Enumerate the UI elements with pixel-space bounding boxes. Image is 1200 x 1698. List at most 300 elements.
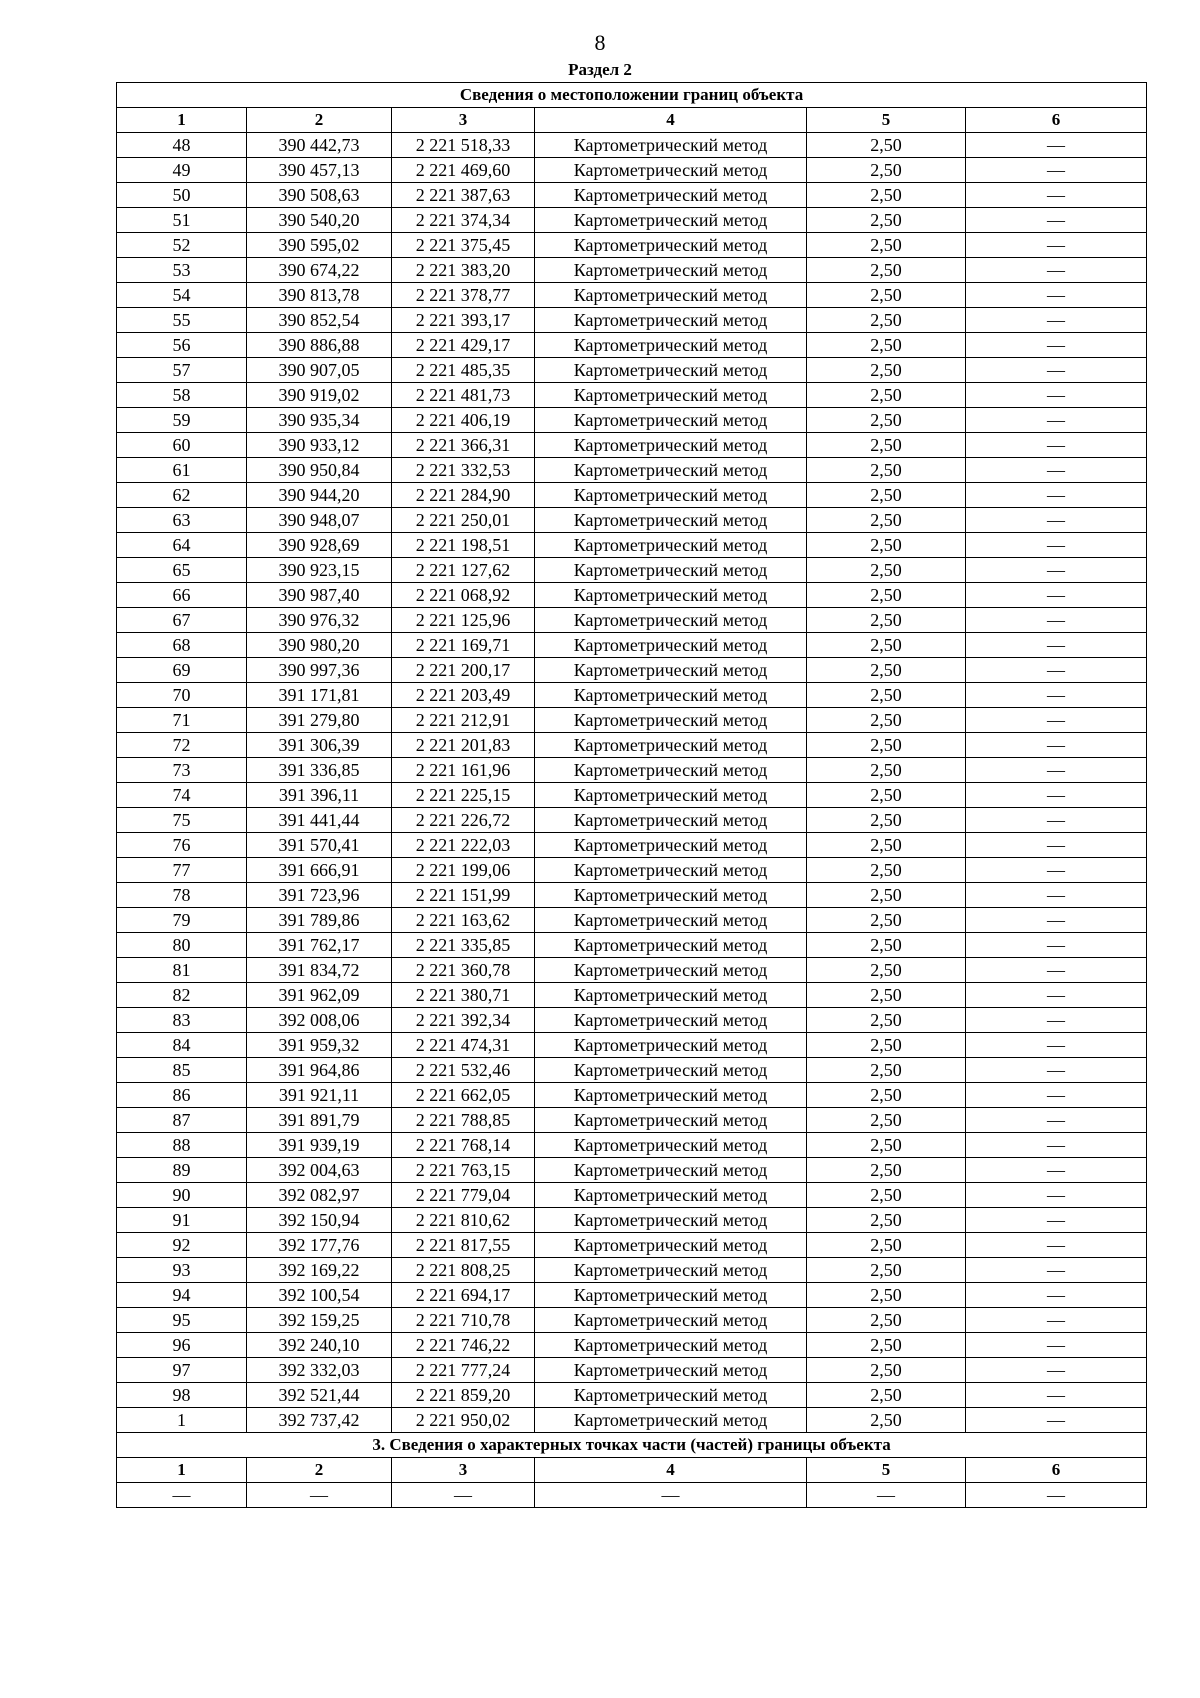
cell-col-5: 2,50 [807,158,966,183]
cell-col-4: Картометрический метод [535,508,807,533]
cell-col-1: 91 [117,1208,247,1233]
cell-col-4: — [535,1483,807,1508]
cell-col-6: — [966,383,1147,408]
cell-col-1: 62 [117,483,247,508]
table-row [117,508,1147,533]
cell-col-5: 2,50 [807,783,966,808]
cell-col-5: 2,50 [807,858,966,883]
cell-col-2: 391 959,32 [247,1033,392,1058]
cell-col-5: 2,50 [807,1258,966,1283]
cell-col-2: 2 [247,108,392,133]
cell-col-4: Картометрический метод [535,983,807,1008]
table-row [117,633,1147,658]
cell-col-4: Картометрический метод [535,1308,807,1333]
cell-col-2: 391 396,11 [247,783,392,808]
section3-column-header-row [117,1458,1147,1483]
cell-col-1: 77 [117,858,247,883]
cell-col-3: 2 221 817,55 [392,1233,535,1258]
cell-col-4: 4 [535,1458,807,1483]
cell-col-2: 390 980,20 [247,633,392,658]
cell-col-2: 391 666,91 [247,858,392,883]
cell-col-4: Картометрический метод [535,608,807,633]
table-row [117,558,1147,583]
cell-col-4: 4 [535,108,807,133]
table-row [117,583,1147,608]
cell-col-2: 2 [247,1458,392,1483]
cell-col-1: 59 [117,408,247,433]
cell-col-6: — [966,533,1147,558]
cell-col-4: Картометрический метод [535,1108,807,1133]
cell-col-1: 50 [117,183,247,208]
table-row [117,1183,1147,1208]
cell-col-4: Картометрический метод [535,1033,807,1058]
cell-col-5: 2,50 [807,1058,966,1083]
cell-col-4: Картометрический метод [535,1408,807,1433]
cell-col-3: 2 221 859,20 [392,1383,535,1408]
table-row [117,208,1147,233]
cell-col-2: 392 150,94 [247,1208,392,1233]
cell-col-5: 2,50 [807,708,966,733]
cell-col-1: 72 [117,733,247,758]
cell-col-6: — [966,1108,1147,1133]
cell-col-6: — [966,1383,1147,1408]
table-row [117,658,1147,683]
cell-col-3: 2 221 222,03 [392,833,535,858]
cell-col-4: Картометрический метод [535,233,807,258]
cell-col-2: 390 508,63 [247,183,392,208]
cell-col-3: 2 221 375,45 [392,233,535,258]
cell-col-1: 66 [117,583,247,608]
table-row [117,1258,1147,1283]
cell-col-3: 2 221 378,77 [392,283,535,308]
cell-col-4: Картометрический метод [535,1283,807,1308]
cell-col-5: 2,50 [807,533,966,558]
cell-col-1: 54 [117,283,247,308]
table-row [117,433,1147,458]
cell-col-5: 2,50 [807,383,966,408]
cell-col-4: Картометрический метод [535,208,807,233]
table-row [117,1333,1147,1358]
cell-col-3: 2 221 383,20 [392,258,535,283]
cell-col-4: Картометрический метод [535,558,807,583]
cell-col-5: 2,50 [807,883,966,908]
cell-col-2: 391 964,86 [247,1058,392,1083]
table-row [117,1358,1147,1383]
cell-col-4: Картометрический метод [535,683,807,708]
cell-col-2: 391 306,39 [247,733,392,758]
cell-col-6: — [966,1008,1147,1033]
table-row [117,1308,1147,1333]
cell-col-2: 391 723,96 [247,883,392,908]
cell-col-2: 391 762,17 [247,933,392,958]
cell-col-1: 53 [117,258,247,283]
table-row [117,1008,1147,1033]
cell-col-5: 2,50 [807,808,966,833]
cell-col-1: 55 [117,308,247,333]
cell-col-6: — [966,358,1147,383]
table-row [117,783,1147,808]
cell-col-6: — [966,658,1147,683]
cell-col-6: — [966,783,1147,808]
cell-col-5: 2,50 [807,1333,966,1358]
cell-col-5: 2,50 [807,908,966,933]
cell-col-1: 60 [117,433,247,458]
cell-col-3: 2 221 200,17 [392,658,535,683]
cell-col-6: — [966,808,1147,833]
cell-col-4: Картометрический метод [535,533,807,558]
cell-col-1: 82 [117,983,247,1008]
cell-col-2: 392 100,54 [247,1283,392,1308]
cell-col-3: 2 221 226,72 [392,808,535,833]
section-title: Раздел 2 [568,60,632,79]
cell-col-2: 391 891,79 [247,1108,392,1133]
cell-col-5: 2,50 [807,1358,966,1383]
cell-col-5: 2,50 [807,333,966,358]
cell-col-3: 2 221 225,15 [392,783,535,808]
cell-col-2: 392 159,25 [247,1308,392,1333]
table-row [117,258,1147,283]
cell-col-3: 2 221 788,85 [392,1108,535,1133]
cell-col-2: 390 935,34 [247,408,392,433]
cell-col-1: 76 [117,833,247,858]
cell-col-2: 391 171,81 [247,683,392,708]
cell-col-3: 2 221 694,17 [392,1283,535,1308]
cell-col-2: 391 962,09 [247,983,392,1008]
cell-col-3: 2 221 950,02 [392,1408,535,1433]
cell-col-3: 3 [392,1458,535,1483]
cell-col-2: 390 674,22 [247,258,392,283]
cell-col-5: 2,50 [807,1233,966,1258]
cell-col-2: 391 279,80 [247,708,392,733]
table-row [117,458,1147,483]
cell-col-4: Картометрический метод [535,758,807,783]
table-row [117,908,1147,933]
cell-col-4: Картометрический метод [535,183,807,208]
cell-col-1: 96 [117,1333,247,1358]
cell-col-3: 2 221 393,17 [392,308,535,333]
cell-col-1: 58 [117,383,247,408]
table-row [117,608,1147,633]
cell-col-5: 2,50 [807,208,966,233]
table-row [117,858,1147,883]
cell-col-1: 1 [117,1458,247,1483]
cell-col-6: — [966,1408,1147,1433]
table-row [117,733,1147,758]
cell-col-1: 92 [117,1233,247,1258]
cell-col-2: 390 933,12 [247,433,392,458]
cell-col-5: 2,50 [807,1408,966,1433]
cell-col-4: Картометрический метод [535,1358,807,1383]
cell-col-2: 390 907,05 [247,358,392,383]
cell-col-2: 390 987,40 [247,583,392,608]
cell-col-3: 2 221 163,62 [392,908,535,933]
cell-col-2: 390 919,02 [247,383,392,408]
cell-col-5: 2,50 [807,633,966,658]
table-row [117,133,1147,158]
cell-col-2: 390 457,13 [247,158,392,183]
cell-col-5: 2,50 [807,608,966,633]
cell-col-4: Картометрический метод [535,733,807,758]
table-row [117,933,1147,958]
table-row [117,183,1147,208]
table-row [117,833,1147,858]
cell-col-4: Картометрический метод [535,933,807,958]
cell-col-6: — [966,858,1147,883]
cell-col-5: 2,50 [807,1208,966,1233]
cell-col-5: 2,50 [807,133,966,158]
table-body [117,83,1147,1508]
cell-col-2: 390 950,84 [247,458,392,483]
cell-col-4: Картометрический метод [535,383,807,408]
cell-col-5: 2,50 [807,258,966,283]
cell-col-3: — [392,1483,535,1508]
cell-col-1: 93 [117,1258,247,1283]
cell-col-3: 2 221 203,49 [392,683,535,708]
cell-col-6: — [966,733,1147,758]
cell-col-6: — [966,608,1147,633]
cell-col-4: Картометрический метод [535,808,807,833]
section3-table-row [117,1483,1147,1508]
cell-col-5: 2,50 [807,183,966,208]
cell-col-5: 2,50 [807,433,966,458]
cell-col-2: 391 789,86 [247,908,392,933]
cell-col-1: 63 [117,508,247,533]
cell-col-3: 2 221 485,35 [392,358,535,383]
cell-col-1: 85 [117,1058,247,1083]
cell-col-2: 390 852,54 [247,308,392,333]
cell-col-6: 6 [966,108,1147,133]
cell-col-1: 95 [117,1308,247,1333]
cell-col-6: — [966,633,1147,658]
table-row [117,533,1147,558]
cell-col-1: 80 [117,933,247,958]
cell-col-3: 2 221 360,78 [392,958,535,983]
cell-col-3: 2 221 284,90 [392,483,535,508]
cell-col-5: 2,50 [807,733,966,758]
cell-col-6: — [966,1358,1147,1383]
cell-col-1: — [117,1483,247,1508]
cell-col-4: Картометрический метод [535,483,807,508]
cell-col-3: 3 [392,108,535,133]
cell-col-6: — [966,158,1147,183]
cell-col-1: 75 [117,808,247,833]
table-row [117,1158,1147,1183]
table-row [117,158,1147,183]
cell-col-4: Картометрический метод [535,408,807,433]
table-title: Сведения о местоположении границ объекта [117,83,1147,108]
cell-col-3: 2 221 763,15 [392,1158,535,1183]
cell-col-4: Картометрический метод [535,433,807,458]
cell-col-6: — [966,233,1147,258]
cell-col-4: Картометрический метод [535,1058,807,1083]
cell-col-6: — [966,1483,1147,1508]
cell-col-5: 2,50 [807,1133,966,1158]
cell-col-3: 2 221 151,99 [392,883,535,908]
cell-col-1: 56 [117,333,247,358]
cell-col-3: 2 221 779,04 [392,1183,535,1208]
cell-col-5: 2,50 [807,1183,966,1208]
cell-col-3: 2 221 469,60 [392,158,535,183]
cell-col-3: 2 221 068,92 [392,583,535,608]
cell-col-6: — [966,1183,1147,1208]
table-row [117,883,1147,908]
cell-col-4: Картометрический метод [535,308,807,333]
cell-col-4: Картометрический метод [535,958,807,983]
cell-col-2: 390 540,20 [247,208,392,233]
table-row [117,283,1147,308]
cell-col-1: 78 [117,883,247,908]
table-row [117,1083,1147,1108]
cell-col-4: Картометрический метод [535,908,807,933]
table-row [117,483,1147,508]
cell-col-4: Картометрический метод [535,708,807,733]
table-row [117,1208,1147,1233]
cell-col-4: Картометрический метод [535,1258,807,1283]
cell-col-1: 71 [117,708,247,733]
cell-col-4: Картометрический метод [535,633,807,658]
cell-col-2: 390 948,07 [247,508,392,533]
cell-col-3: 2 221 392,34 [392,1008,535,1033]
cell-col-5: 5 [807,1458,966,1483]
cell-col-1: 74 [117,783,247,808]
cell-col-3: 2 221 768,14 [392,1133,535,1158]
cell-col-4: Картометрический метод [535,883,807,908]
page-number: 8 [594,30,606,55]
cell-col-1: 94 [117,1283,247,1308]
cell-col-6: — [966,558,1147,583]
cell-col-3: 2 221 532,46 [392,1058,535,1083]
cell-col-6: — [966,1283,1147,1308]
cell-col-4: Картометрический метод [535,583,807,608]
cell-col-6: — [966,758,1147,783]
cell-col-2: 390 976,32 [247,608,392,633]
cell-col-3: 2 221 387,63 [392,183,535,208]
cell-col-6: — [966,1308,1147,1333]
cell-col-5: 2,50 [807,1083,966,1108]
cell-col-6: — [966,1333,1147,1358]
cell-col-2: 392 332,03 [247,1358,392,1383]
cell-col-3: 2 221 746,22 [392,1333,535,1358]
cell-col-1: 79 [117,908,247,933]
cell-col-3: 2 221 662,05 [392,1083,535,1108]
cell-col-6: — [966,283,1147,308]
table-row [117,358,1147,383]
cell-col-3: 2 221 335,85 [392,933,535,958]
cell-col-5: 2,50 [807,1383,966,1408]
cell-col-4: Картометрический метод [535,833,807,858]
cell-col-6: — [966,1258,1147,1283]
cell-col-1: 87 [117,1108,247,1133]
cell-col-1: 90 [117,1183,247,1208]
cell-col-3: 2 221 710,78 [392,1308,535,1333]
cell-col-2: 391 441,44 [247,808,392,833]
cell-col-4: Картометрический метод [535,333,807,358]
table-row [117,1108,1147,1133]
cell-col-2: 392 082,97 [247,1183,392,1208]
cell-col-6: — [966,458,1147,483]
cell-col-1: 1 [117,1408,247,1433]
cell-col-6: — [966,183,1147,208]
cell-col-1: 81 [117,958,247,983]
cell-col-6: — [966,433,1147,458]
cell-col-2: 390 944,20 [247,483,392,508]
cell-col-2: 392 177,76 [247,1233,392,1258]
cell-col-6: — [966,833,1147,858]
cell-col-1: 52 [117,233,247,258]
cell-col-5: 2,50 [807,308,966,333]
cell-col-3: 2 221 250,01 [392,508,535,533]
cell-col-2: 390 813,78 [247,283,392,308]
cell-col-4: Картометрический метод [535,783,807,808]
cell-col-3: 2 221 199,06 [392,858,535,883]
cell-col-5: 2,50 [807,1008,966,1033]
cell-col-4: Картометрический метод [535,1383,807,1408]
cell-col-1: 84 [117,1033,247,1058]
cell-col-3: 2 221 474,31 [392,1033,535,1058]
cell-col-5: 2,50 [807,1308,966,1333]
table-row [117,758,1147,783]
cell-col-2: 392 169,22 [247,1258,392,1283]
table-row [117,1233,1147,1258]
cell-col-3: 2 221 127,62 [392,558,535,583]
cell-col-6: — [966,133,1147,158]
cell-col-5: 2,50 [807,558,966,583]
cell-col-1: 73 [117,758,247,783]
table-row [117,408,1147,433]
cell-col-1: 1 [117,108,247,133]
cell-col-2: 392 240,10 [247,1333,392,1358]
table-row [117,333,1147,358]
table-row [117,808,1147,833]
cell-col-5: 2,50 [807,933,966,958]
cell-col-5: 2,50 [807,458,966,483]
cell-col-6: — [966,258,1147,283]
cell-col-6: — [966,1158,1147,1183]
cell-col-6: — [966,908,1147,933]
cell-col-6: — [966,683,1147,708]
section3-title: 3. Сведения о характерных точках части (частей) границы объекта [117,1433,1147,1458]
cell-col-2: 391 939,19 [247,1133,392,1158]
cell-col-6: — [966,408,1147,433]
cell-col-6: — [966,708,1147,733]
cell-col-4: Картометрический метод [535,258,807,283]
cell-col-3: 2 221 169,71 [392,633,535,658]
cell-col-2: 390 928,69 [247,533,392,558]
cell-col-3: 2 221 198,51 [392,533,535,558]
cell-col-2: 391 570,41 [247,833,392,858]
cell-col-3: 2 221 201,83 [392,733,535,758]
cell-col-6: — [966,983,1147,1008]
cell-col-4: Картометрический метод [535,133,807,158]
cell-col-5: — [807,1483,966,1508]
cell-col-2: — [247,1483,392,1508]
cell-col-5: 2,50 [807,958,966,983]
table-row [117,958,1147,983]
cell-col-4: Картометрический метод [535,358,807,383]
cell-col-3: 2 221 380,71 [392,983,535,1008]
cell-col-5: 2,50 [807,683,966,708]
cell-col-1: 64 [117,533,247,558]
cell-col-2: 391 834,72 [247,958,392,983]
cell-col-1: 65 [117,558,247,583]
cell-col-4: Картометрический метод [535,458,807,483]
table-row [117,1383,1147,1408]
cell-col-1: 88 [117,1133,247,1158]
cell-col-1: 51 [117,208,247,233]
cell-col-6: — [966,308,1147,333]
cell-col-3: 2 221 808,25 [392,1258,535,1283]
cell-col-1: 70 [117,683,247,708]
